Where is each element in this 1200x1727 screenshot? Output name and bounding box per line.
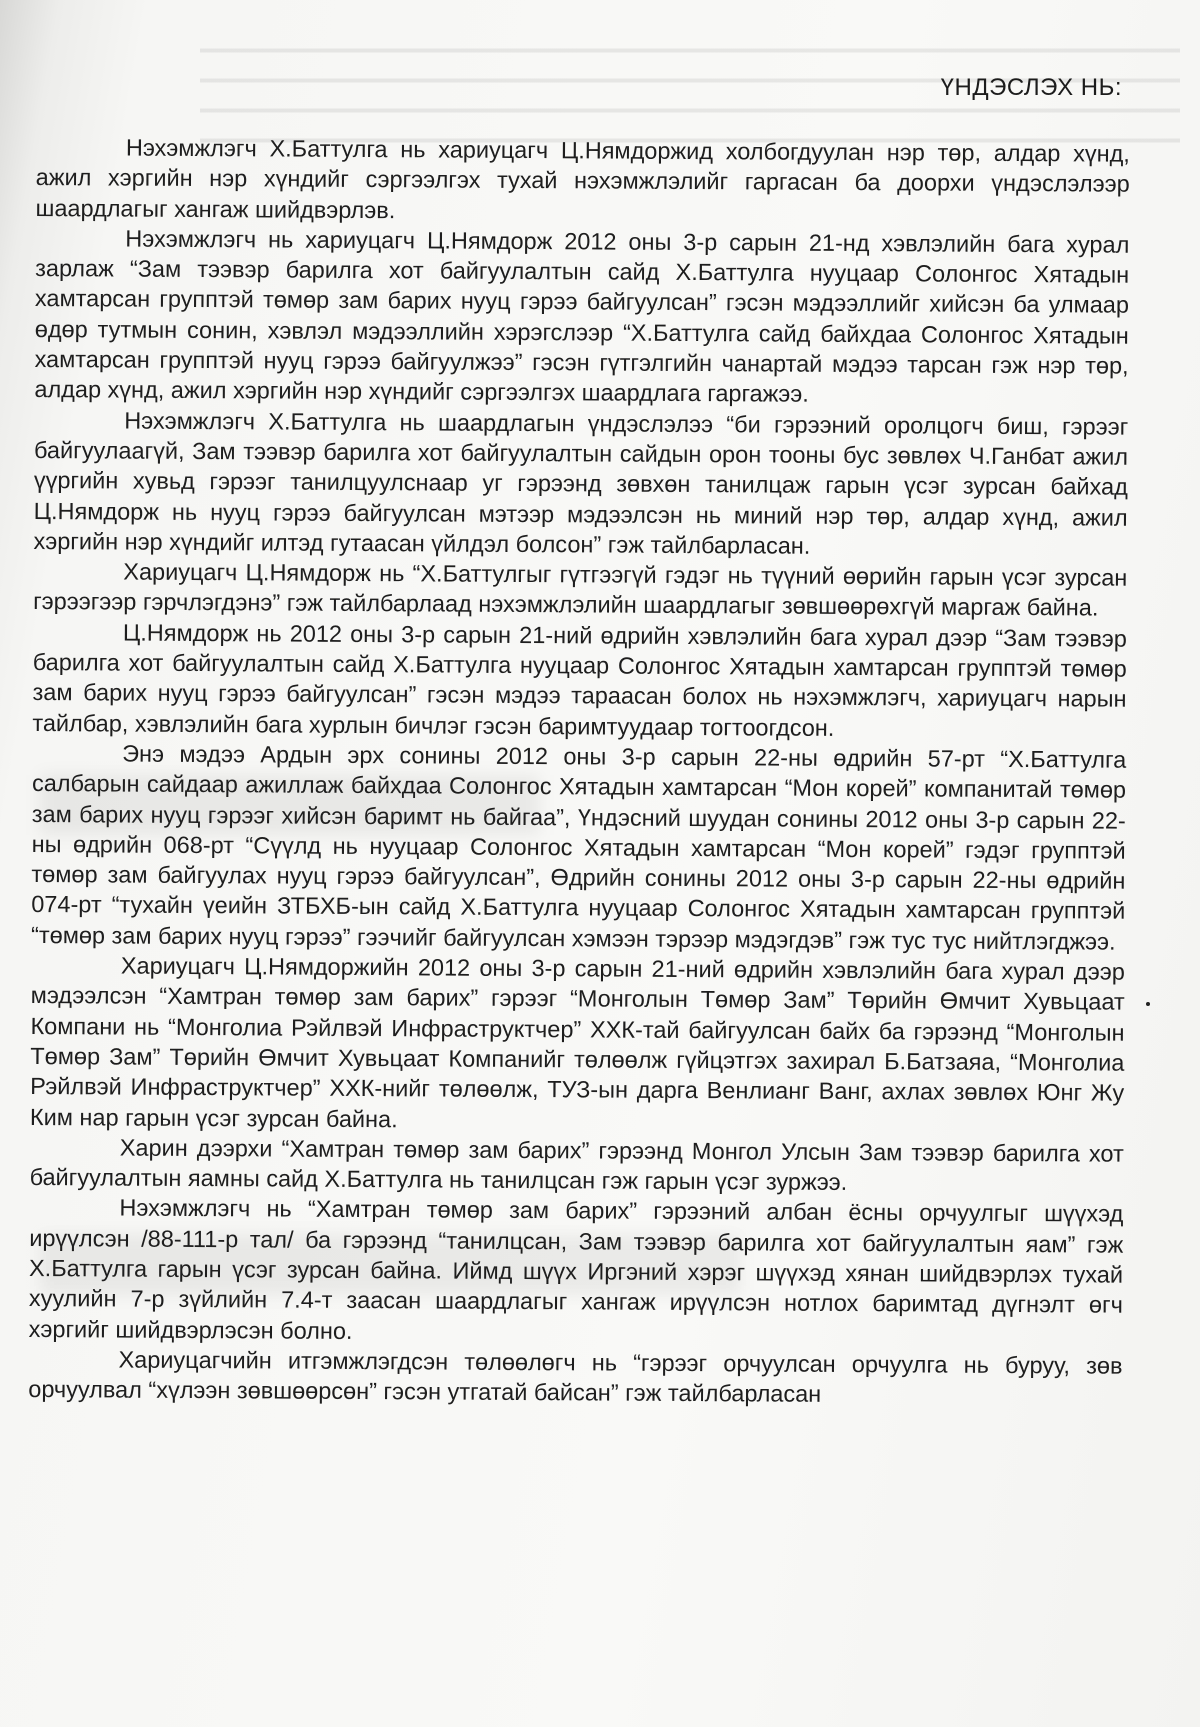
- paragraph: Нэхэмжлэгч Х.Баттулга нь шаардлагын үндэслэлээ “би гэрээний оролцогч биш, гэрээг байгуулаагүй, Зам тээвэр барилга хот байгуулалтын сайдын орон тооны бус зөвлөх Ч.Ганбат ажил үүргийн хувьд гэрээг танилцуулснаар уг гэрээнд зөвхөн танилцаж гарын үсэг зурсан байхад Ц.Нямдорж нь нууц гэрээ байгуулсан мэтээр мэдээлсэн нь миний нэр төр, алдар хүнд, ажил хэргийн нэр хүндийг илтэд гутаасан үйлдэл болсон” гэж тайлбарласан.: [33, 407, 1129, 559]
- document-heading: ҮНДЭСЛЭХ НЬ:: [940, 74, 1122, 101]
- paragraph: Хариуцагч Ц.Нямдорж нь “Х.Баттулгыг гүтгээгүй гэдэг нь түүний өөрийн гарын үсэг зурсан гэрээгээр гэрчлэгдэнэ” гэж тайлбарлаад нэхэмжлэлийн шаардлагыг зөвшөөрөхгүй маргаж байна.: [33, 558, 1128, 621]
- paragraph: Ц.Нямдорж нь 2012 оны 3-р сарын 21-ний өдрийн хэвлэлийн бага хурал дээр “Зам тээвэр барилга хот байгуулалтын сайд Х.Баттулга нууцаар Солонгос Хятадын хамтарсан групптэй төмөр зам барих нууц гэрээ байгуулсан” гэсэн мэдээ тараасан болох нь нэхэмжлэгч, хариуцагч нарын тайлбар, хэвлэлийн бага хурлын бичлэг гэсэн баримтуудаар тогтоогдсон.: [32, 619, 1128, 741]
- paragraph: Энэ мэдээ Ардын эрх сонины 2012 оны 3-р сарын 22-ны өдрийн 57-рт “Х.Баттулга салбарын сайдаар ажиллаж байхдаа Солонгос Хятадын хамтарсан “Мон корей” компанитай төмөр зам барих нууц гэрээг хийсэн баримт нь байгаа”, Үндэсний шуудан сонины 2012 оны 3-р сарын 22-ны өдрийн 068-рт “Сүүлд нь нууцаар Солонгос Хятадын хамтарсан “Мон корей” гэдэг групптэй төмөр зам байгуулах нууц гэрээ байгуулсан”, Өдрийн сонины 2012 оны 3-р сарын 22-ны өдрийн 074-рт “тухайн үеийн ЗТБХБ-ын сайд Х.Баттулга нууцаар Солонгос Хятадын хамтарсан групптэй “төмөр зам барих нууц гэрээ” гээчийг байгуулсан хэмээн тэрээр мэдэгдэв” гэж тус тус нийтлэгджээ.: [31, 740, 1127, 955]
- paragraph: Нэхэмжлэгч Х.Баттулга нь хариуцагч Ц.Нямдоржид холбогдуулан нэр төр, алдар хүнд, ажил хэргийн нэр хүндийг сэргээлгэх тухай нэхэмжлэлийг гаргасан ба доорхи үндэслэлээр шаардлагыг хангаж шийдвэрлэв.: [35, 134, 1130, 223]
- ink-speck: [1146, 1002, 1150, 1006]
- paragraph: Хариуцагч Ц.Нямдоржийн 2012 оны 3-р сарын 21-ний өдрийн хэвлэлийн бага хурал дээр мэдээлсэн “Хамтран төмөр зам барих” гэрээг “Монголын Төмөр Зам” Төрийн Өмчит Хувьцаат Компани нь “Монголиа Рэйлвэй Инфраструктчер” ХХК-тай байгуулсан байх ба гэрээнд “Монголын Төмөр Зам” Төрийн Өмчит Хувьцаат Компанийг төлөөлж гүйцэтгэх захирал Б.Батзаяа, “Монголиа Рэйлвэй Инфраструктчер” ХХК-нийг төлөөлж, ТУЗ-ын дарга Венлианг Ванг, ахлах зөвлөх Юнг Жу Ким нар гарын үсэг зурсан байна.: [29, 952, 1125, 1132]
- paragraph: Нэхэмжлэгч нь “Хамтран төмөр зам барих” гэрээний албан ёсны орчуулгыг шүүхэд ирүүлсэн /88-111-р тал/ ба гэрээнд “танилцсан, Зам тээвэр барилга хот байгуулалтын яам” гэж Х.Баттулга гарын үсэг зурсан байна. Иймд шүүх Иргэний хэрэг шүүхэд хянан шийдвэрлэх тухай хуулийн 7-р зүйлийн 7.4-т заасан шаардлагыг хангаж ирүүлсэн нотлох баримтад дүгнэлт өгч хэргийг шийдвэрлэсэн болно.: [28, 1194, 1124, 1344]
- paragraph: Хариуцагчийн итгэмжлэгдсэн төлөөлөгч нь “гэрээг орчуулсан орчуулга нь буруу, зөв орчуулвал “хүлээн зөвшөөрсөн” гэсэн утгатай байсан” гэж тайлбарласан: [28, 1346, 1123, 1407]
- paragraph: Нэхэмжлэгч нь хариуцагч Ц.Нямдорж 2012 оны 3-р сарын 21-нд хэвлэлийн бага хурал зарлаж “Зам тээвэр барилга хот байгуулалтын сайд Х.Баттулга нууцаар Солонгос Хятадын хамтарсан групптэй төмөр зам барих нууц гэрээ байгуулсан” гэсэн мэдээллийг хийсэн ба улмаар өдөр тутмын сонин, хэвлэл мэдээллийн хэрэгслээр “Х.Баттулга сайд байхдаа Солонгос Хятадын хамтарсан групптэй нууц гэрээ байгуулжээ” гэсэн гүтгэлгийн чанартай мэдээ тарсан гэж нэр төр, алдар хүнд, ажил хэргийн нэр хүндийг сэргээлгэх шаардлага гаргажээ.: [34, 225, 1130, 408]
- paragraph: Харин дээрхи “Хамтран төмөр зам барих” гэрээнд Монгол Улсын Зам тээвэр барилга хот байгуулалтын яамны сайд Х.Баттулга нь танилцсан гэж гарын үсэг зуржээ.: [29, 1134, 1124, 1196]
- document-body: [28, 132, 1130, 1411]
